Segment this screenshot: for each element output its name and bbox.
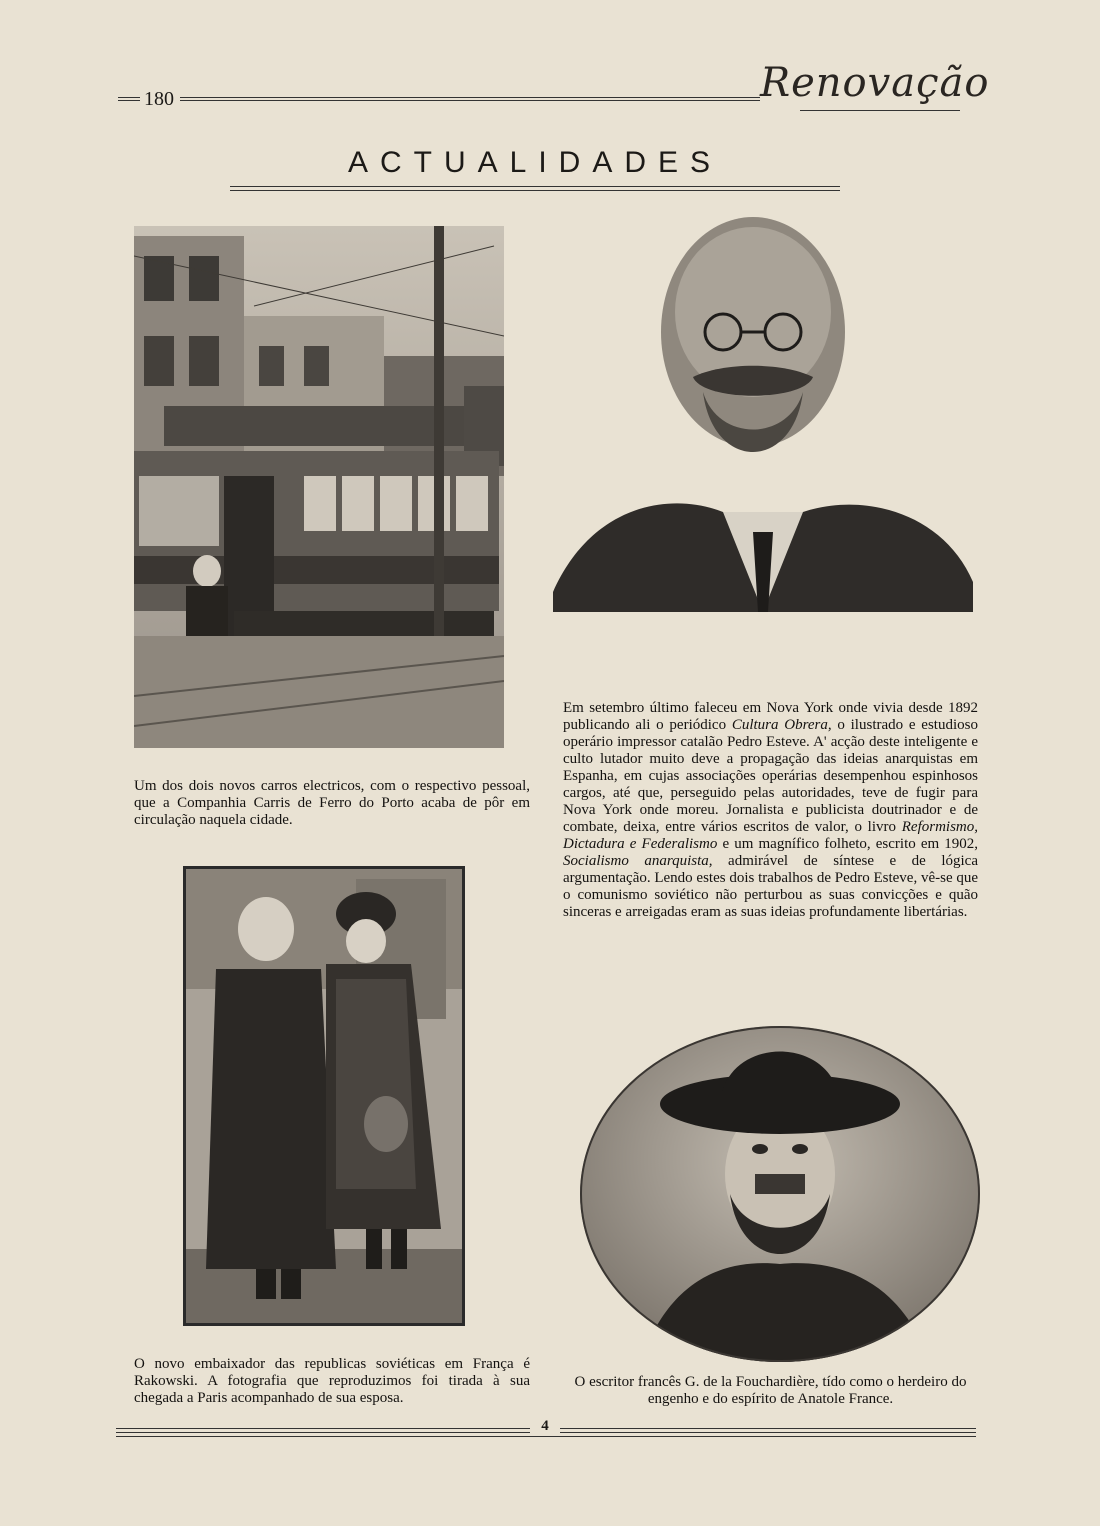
couple-caption: O novo embaixador das republicas soviéticas em França é Rakowski. A fotografia que reproduzimos foi tirada à sua chegada a Paris acompanhado de sua esposa. <box>134 1356 530 1406</box>
masthead-underline <box>800 110 960 111</box>
esteve-portrait <box>553 212 973 692</box>
esteve-caption <box>563 700 978 921</box>
couple-photo <box>183 866 465 1326</box>
esteve-caption-periodical: Cultura Obrera, <box>731 717 832 733</box>
header-rule-left <box>118 97 140 101</box>
esteve-caption-text-1: Em setembro último faleceu em Nova York onde vivia desde 1892 publicando ali o periódico <box>563 700 978 733</box>
folio-number: 4 <box>530 1418 560 1435</box>
esteve-caption-pamphlet: Socialismo anarquista, <box>563 853 713 869</box>
esteve-caption-text-2: o ilustrado e estudioso operário impressor catalão Pedro Esteve. A' acção deste inteligente e culto lutador muito deve a propagação das ideias anarquistas em Espanha, em cujas associações operárias desempenhou espinhosos cargos, até que, perseguido pelas autoridades, teve de fugir para Nova York onde moreu. Jornalista e publicista doutrinador e de combate, deixa, entre vários escritos de valor, o livro <box>563 717 978 835</box>
esteve-caption-book: Reformismo, Dictadura e Federalismo <box>563 819 978 852</box>
section-title: ACTUALIDADES <box>347 146 723 179</box>
title-rule-2 <box>230 190 840 191</box>
tram-caption: Um dos dois novos carros electricos, com o respectivo pessoal, que a Companhia Carris de Ferro do Porto acaba de pôr em circulação naquela cidade. <box>134 778 530 828</box>
esteve-caption-text-3: e um magnífico folheto, escrito em 1902, <box>717 836 979 852</box>
page-number: 180 <box>144 88 174 110</box>
esteve-caption-text-4: admirável de síntese e de lógica argumentação. Lendo estes dois trabalhos de Pedro Esteve, vê-se que o comunismo soviético não perturbou as suas convicções e quão sinceras e arreigadas eram as suas ideias profundamente libertárias. <box>563 853 979 920</box>
masthead-logo: Renovação <box>760 60 990 106</box>
fouchardiere-caption: O escritor francês G. de la Fouchardière, tído como o herdeiro do engenho e do espírito de Anatole France. <box>574 1374 967 1407</box>
fouchardiere-photo <box>580 1024 982 1364</box>
tram-photo <box>134 226 504 748</box>
title-rule-1 <box>230 186 840 187</box>
header-rule-right <box>180 97 760 101</box>
